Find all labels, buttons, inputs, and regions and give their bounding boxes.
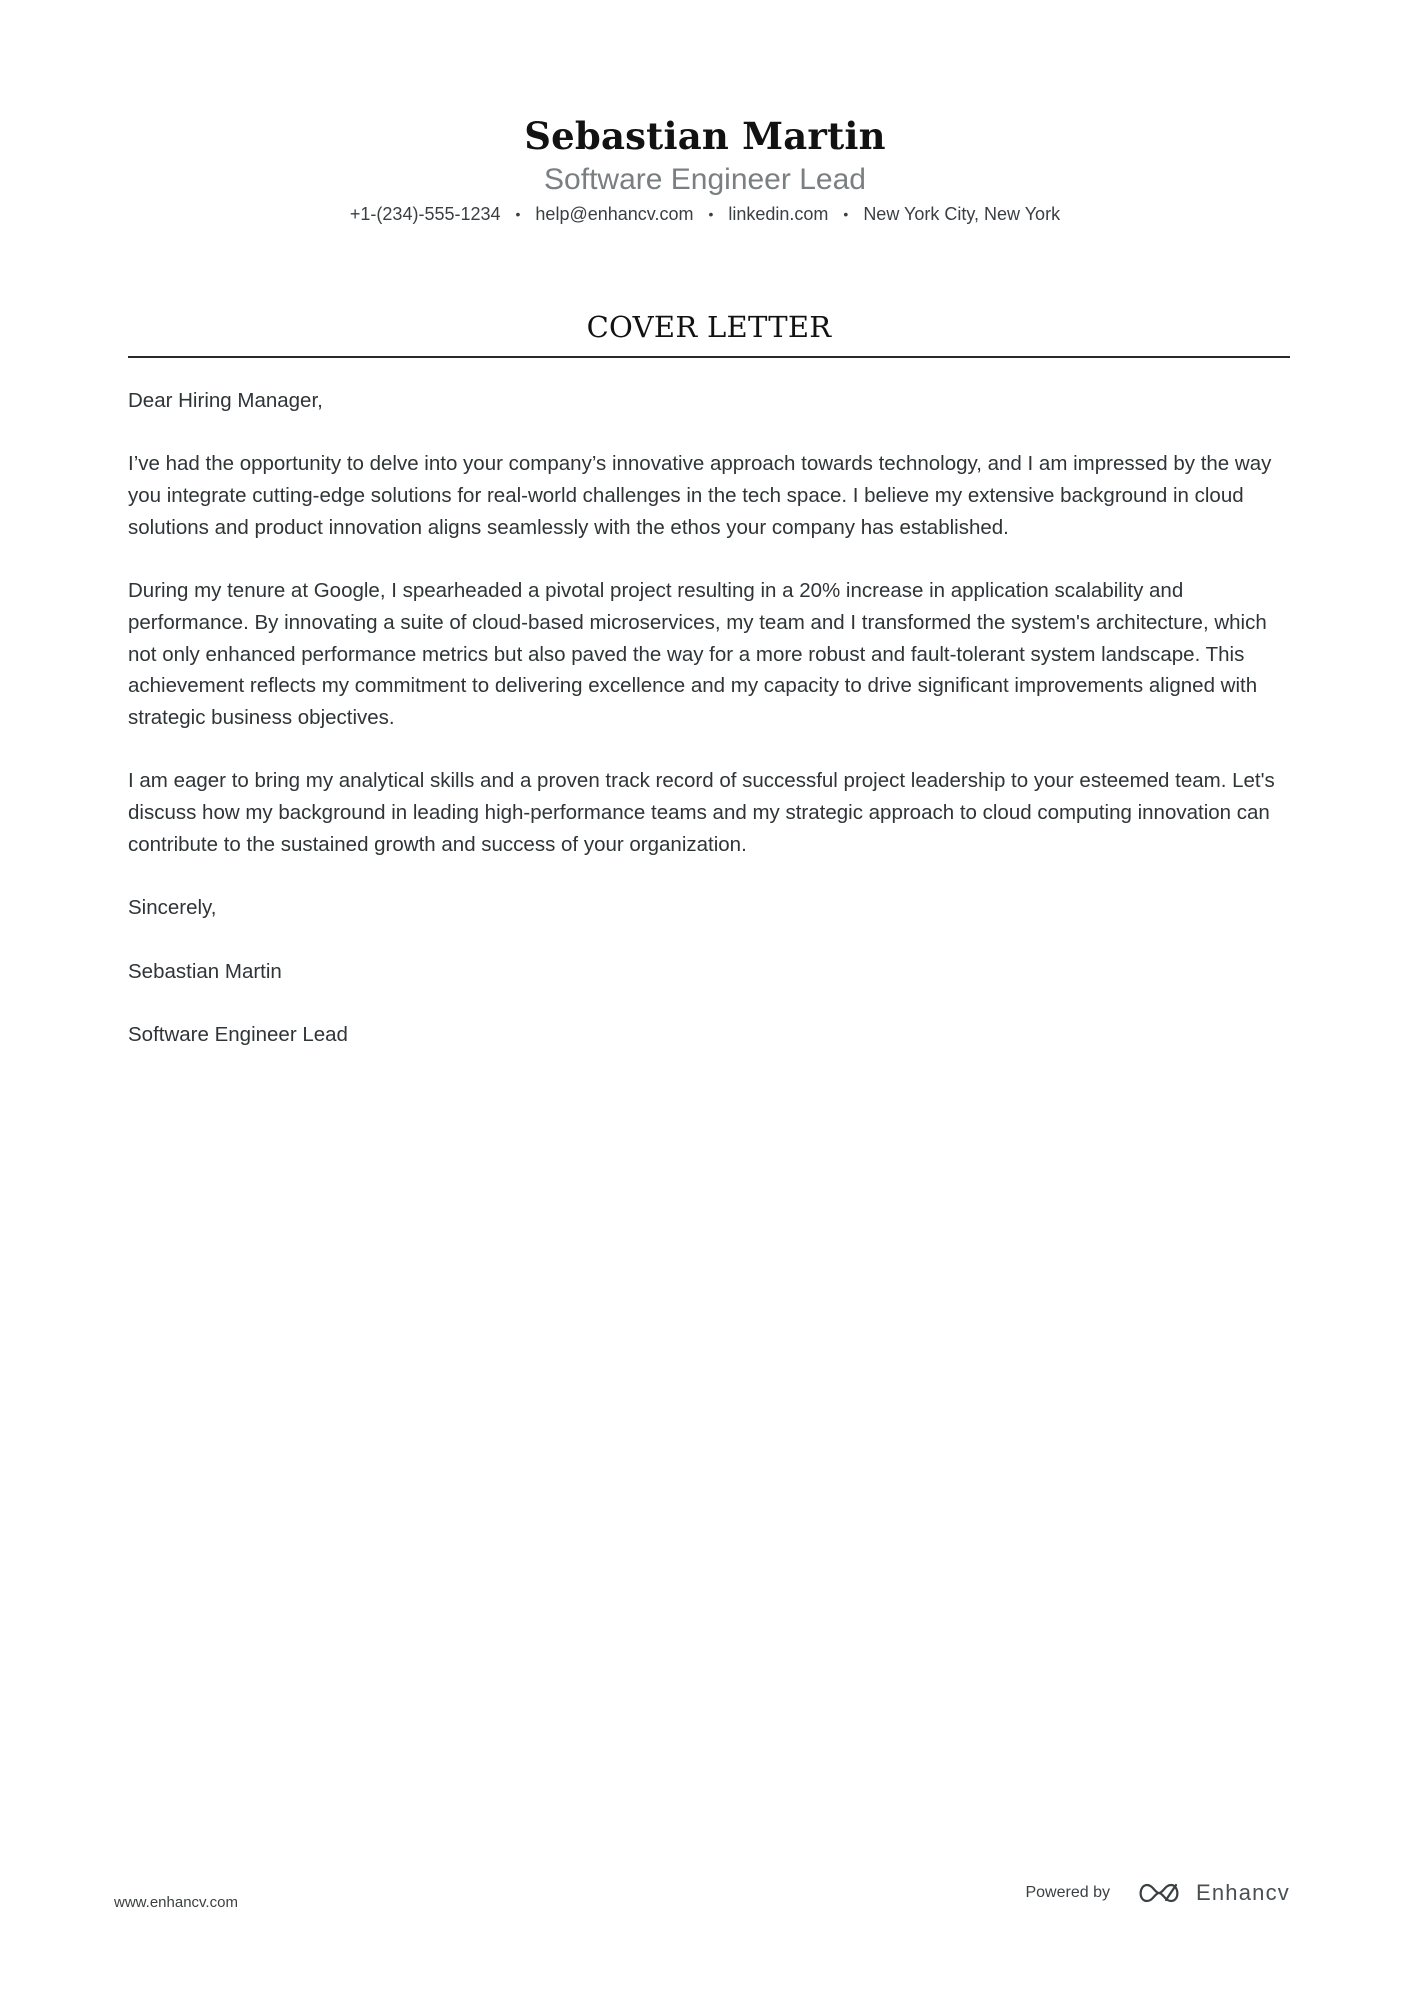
- letter-body: [128, 385, 1293, 1082]
- separator-dot: •: [515, 206, 521, 222]
- contact-line: [0, 202, 1410, 226]
- separator-dot: •: [843, 206, 849, 222]
- letter-header: [0, 112, 1410, 226]
- letter-paragraph: During my tenure at Google, I spearheaded a pivotal project resulting in a 20% increase in application scalability and performance. By innovating a suite of cloud-based microservices, my team and I transformed the system's architecture, which not only enhanced performance metrics but also paved the way for a more robust and fault-tolerant system landscape. This achievement reflects my commitment to delivering excellence and my capacity to drive significant improvements aligned with strategic business objectives.: [128, 579, 1267, 729]
- applicant-title: Software Engineer Lead: [544, 163, 866, 196]
- contact-location: New York City, New York: [863, 204, 1061, 224]
- separator-dot: •: [708, 206, 714, 222]
- brand-name: Enhancv: [1195, 1880, 1290, 1905]
- closing: Sincerely,: [128, 896, 217, 920]
- letter-paragraph: I’ve had the opportunity to delve into your company’s innovative approach towards technology, and I am impressed by the way you integrate cutting-edge solutions for real-world challenges in the tech space. I believe my extensive background in cloud solutions and product innovation aligns seamlessly with the ethos your company has established.: [128, 452, 1272, 539]
- contact-linkedin[interactable]: linkedin.com: [728, 204, 829, 224]
- applicant-name: Sebastian Martin: [524, 114, 886, 158]
- signature-name: Sebastian Martin: [128, 959, 282, 983]
- signature-title: Software Engineer Lead: [128, 1022, 348, 1046]
- footer-branding: [1025, 1880, 1290, 1906]
- footer-website[interactable]: www.enhancv.com: [114, 1894, 238, 1911]
- letter-paragraph: I am eager to bring my analytical skills and a proven track record of successful project leadership to your esteemed team. Let's discuss how my background in leading high-performance teams and my strategic approach to cloud computing innovation can contribute to the sustained growth and success of your organization.: [128, 769, 1275, 856]
- powered-by-label: Powered by: [1025, 1884, 1110, 1901]
- enhancv-logo-icon: [1136, 1881, 1182, 1905]
- contact-phone: +1-(234)-555-1234: [349, 204, 501, 224]
- salutation: Dear Hiring Manager,: [128, 389, 323, 412]
- contact-email[interactable]: help@enhancv.com: [535, 204, 694, 224]
- section-title: COVER LETTER: [586, 310, 832, 344]
- section-divider: [128, 356, 1290, 358]
